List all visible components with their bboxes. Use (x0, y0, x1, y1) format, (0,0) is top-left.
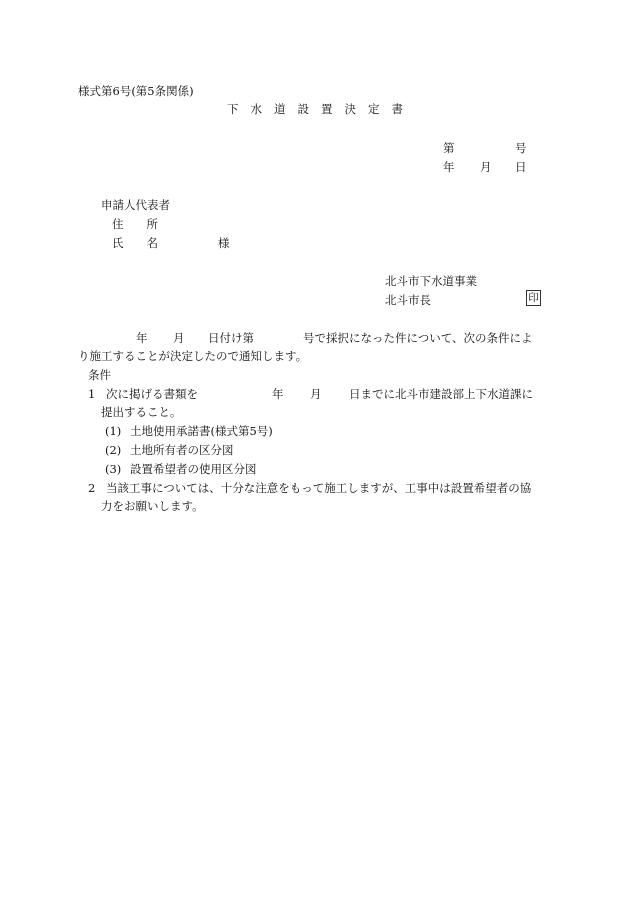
item1-text-a: 次に掲げる書類を (106, 387, 198, 401)
item2-text-b: 力をお願いします。 (101, 499, 204, 513)
issuer-mayor: 北斗市長 (385, 293, 431, 307)
body-month: 月 (173, 331, 185, 345)
item2-text-a: 当該工事については、十分な注意をもって施工しますが、工事中は設置希望者の協 (106, 481, 532, 495)
name-label: 氏 名 (112, 236, 158, 250)
issuer-office: 北斗市下水道事業 (385, 274, 477, 288)
applicant-heading: 申請人代表者 (101, 198, 170, 212)
body-line2: り施工することが決定したので通知します。 (78, 349, 308, 363)
item2-number: 2 (88, 481, 96, 495)
number-go: 号 (515, 141, 527, 155)
item1-number: 1 (88, 387, 96, 401)
conditions-heading: 条件 (88, 368, 111, 382)
address-label: 住 所 (112, 217, 158, 231)
form-number: 様式第6号(第5条関係) (78, 84, 194, 98)
date-year: 年 (443, 160, 455, 174)
date-month: 月 (480, 160, 492, 174)
item1-month: 月 (310, 387, 322, 401)
sub-item-3-text: 設置希望者の使用区分図 (130, 462, 257, 476)
item1-year: 年 (272, 387, 284, 401)
honorific: 様 (218, 236, 230, 250)
sub-item-1-text: 土地使用承諾書(様式第5号) (130, 424, 273, 438)
item1-text-c: 提出すること。 (101, 405, 182, 419)
sub-item-2-text: 土地所有者の区分図 (130, 443, 234, 457)
sub-item-2-number: (2) (105, 443, 122, 457)
item1-text-b: 日までに北斗市建設部上下水道課に (349, 387, 533, 401)
body-year: 年 (136, 331, 148, 345)
body-line1-rest: 号で採択になった件について、次の条件によ (303, 331, 533, 345)
document-title: 下水道設置決定書 (227, 102, 415, 116)
seal-stamp: 印 (526, 290, 541, 306)
body-day: 日付け第 (208, 331, 254, 345)
date-day: 日 (515, 160, 527, 174)
number-dai: 第 (443, 141, 455, 155)
sub-item-3-number: (3) (105, 462, 122, 476)
sub-item-1-number: (1) (105, 424, 122, 438)
